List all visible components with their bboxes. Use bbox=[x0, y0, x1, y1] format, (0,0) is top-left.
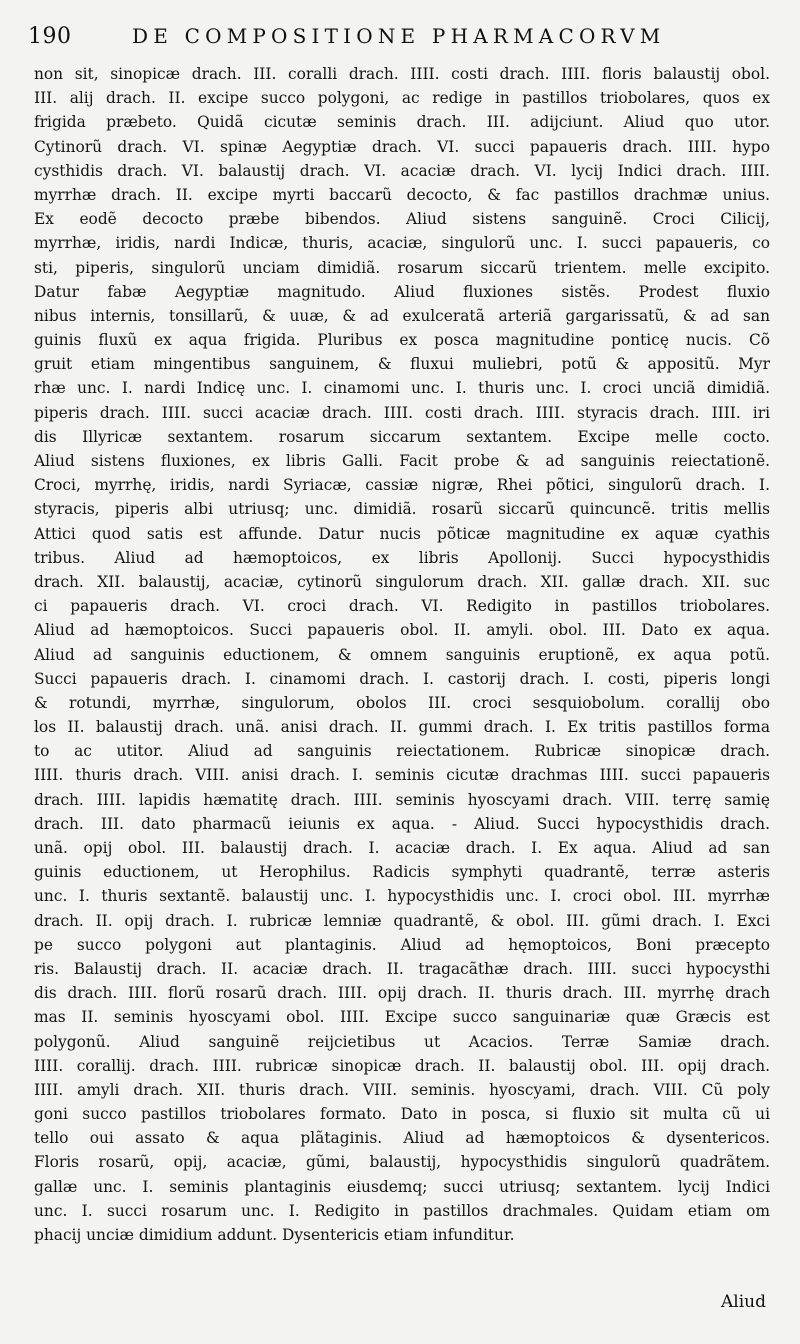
text-line: rhæ unc. I. nardi Indicę unc. I. cinamomi unc. I. thuris unc. I. croci unciã dimidiã. bbox=[34, 379, 770, 398]
text-line: tello oui assato & aqua plãtaginis. Aliud ad hæmoptoicos & dysentericos. bbox=[34, 1129, 770, 1148]
running-title: DE COMPOSITIONE PHARMACORVM bbox=[132, 24, 666, 48]
page-header bbox=[28, 20, 768, 56]
text-line: tribus. Aliud ad hæmoptoicos, ex libris Apollonij. Succi hypocysthidis bbox=[34, 548, 770, 567]
text-line: ci papaueris drach. VI. croci drach. VI. Redigito in pastillos triobolares. bbox=[34, 597, 770, 616]
text-line: III. alij drach. II. excipe succo polygoni, ac redige in pastillos triobolares, quos ex bbox=[34, 89, 770, 108]
text-line: Aliud sistens fluxiones, ex libris Galli. Facit probe & ad sanguinis reiectationẽ. bbox=[34, 452, 770, 470]
text-line: Cytinorũ drach. VI. spinæ Aegyptiæ drach. VI. succi papaueris drach. IIII. hypo bbox=[34, 137, 770, 156]
text-line: gallæ unc. I. seminis plantaginis eiusdemq; succi utriusq; sextantem. lycij Indici bbox=[34, 1177, 770, 1196]
text-line: & rotundi, myrrhæ, singulorum, obolos III. croci sesquiobolum. corallij obo bbox=[34, 693, 770, 712]
text-line: pe succo polygoni aut plantaginis. Aliud ad hęmoptoicos, Boni præcepto bbox=[34, 935, 770, 954]
text-line: Aliud ad sanguinis eductionem, & omnem sanguinis eruptionẽ, ex aqua potũ. bbox=[34, 645, 770, 664]
text-line: Croci, myrrhę, iridis, nardi Syriacæ, cassiæ nigræ, Rhei põtici, singulorũ drach. I. bbox=[34, 476, 770, 495]
text-line: dis drach. IIII. florũ rosarũ drach. IIII. opij drach. II. thuris drach. III. myrrhę drach bbox=[34, 984, 770, 1003]
text-line: IIII. thuris drach. VIII. anisi drach. I. seminis cicutæ drachmas IIII. succi papaueris bbox=[34, 766, 770, 785]
text-line: myrrhæ, iridis, nardi Indicæ, thuris, acaciæ, singulorũ unc. I. succi papaueris, co bbox=[34, 234, 770, 253]
text-line: guinis eductionem, ut Herophilus. Radicis symphyti quadrantẽ, terræ asteris bbox=[34, 863, 770, 882]
text-line: myrrhæ drach. II. excipe myrti baccarũ decocto, & fac pastillos drachmæ unius. bbox=[34, 185, 770, 204]
text-line: IIII. amyli drach. XII. thuris drach. VIII. seminis. hyoscyami, drach. VIII. Cũ poly bbox=[34, 1080, 770, 1099]
body-text bbox=[34, 62, 770, 1247]
text-line: piperis drach. IIII. succi acaciæ drach. IIII. costi drach. IIII. styracis drach. IIII. iri bbox=[34, 403, 770, 422]
text-line: gruit etiam mingentibus sanguinem, & fluxui muliebri, potũ & appositũ. Myr bbox=[34, 355, 770, 374]
text-line: Floris rosarũ, opij, acaciæ, gũmi, balaustij, hypocysthidis singulorũ quadrãtem. bbox=[34, 1153, 770, 1172]
page-number: 190 bbox=[28, 24, 72, 49]
catchword: Aliud bbox=[721, 1292, 766, 1312]
text-line: Attici quod satis est affunde. Datur nucis põticæ magnitudine ex aquæ cyathis bbox=[34, 524, 770, 543]
text-line: Aliud ad hæmoptoicos. Succi papaueris obol. II. amyli. obol. III. Dato ex aqua. bbox=[34, 621, 770, 640]
text-line: unc. I. succi rosarum unc. I. Redigito in pastillos drachmales. Quidam etiam om bbox=[34, 1201, 770, 1220]
text-line: drach. XII. balaustij, acaciæ, cytinorũ singulorum drach. XII. gallæ drach. XII. suc bbox=[34, 572, 770, 591]
text-line: drach. II. opij drach. I. rubricæ lemniæ quadrantẽ, & obol. III. gũmi drach. I. Exci bbox=[34, 911, 770, 930]
text-line: ris. Balaustij drach. II. acaciæ drach. II. tragacãthæ drach. IIII. succi hypocysthi bbox=[34, 959, 770, 978]
text-line: guinis fluxũ ex aqua frigida. Pluribus ex posca magnitudine ponticę nucis. Cõ bbox=[34, 331, 770, 350]
text-line: non sit, sinopicæ drach. III. coralli drach. IIII. costi drach. IIII. floris balaustij obol. bbox=[34, 65, 770, 83]
text-line: drach. III. dato pharmacũ ieiunis ex aqua. - Aliud. Succi hypocysthidis drach. bbox=[34, 814, 770, 833]
text-line: unc. I. thuris sextantẽ. balaustij unc. I. hypocysthidis unc. I. croci obol. III. myrrhæ bbox=[34, 887, 770, 906]
text-line: cysthidis drach. VI. balaustij drach. VI. acaciæ drach. VI. lycij Indici drach. IIII. bbox=[34, 161, 770, 180]
text-line: dis Illyricæ sextantem. rosarum siccarum sextantem. Excipe melle cocto. bbox=[34, 427, 770, 446]
text-line: polygonũ. Aliud sanguinẽ reijcietibus ut Acacios. Terræ Samiæ drach. bbox=[34, 1032, 770, 1051]
text-line: styracis, piperis albi utriusq; unc. dimidiã. rosarũ siccarũ quincuncẽ. tritis mellis bbox=[34, 500, 770, 519]
text-line: drach. IIII. lapidis hæmatitę drach. IIII. seminis hyoscyami drach. VIII. terrę samię bbox=[34, 790, 770, 809]
text-line: goni succo pastillos triobolares formato. Dato in posca, si fluxio sit multa cũ ui bbox=[34, 1105, 770, 1124]
text-line: Datur fabæ Aegyptiæ magnitudo. Aliud fluxiones sistẽs. Prodest fluxio bbox=[34, 282, 770, 301]
text-line: los II. balaustij drach. unã. anisi drach. II. gummi drach. I. Ex tritis pastillos forma bbox=[34, 718, 770, 737]
text-line: frigida præbeto. Quidã cicutæ seminis drach. III. adijciunt. Aliud quo utor. bbox=[34, 113, 770, 132]
text-line: nibus internis, tonsillarũ, & uuæ, & ad exulceratã arteriã gargarissatũ, & ad san bbox=[34, 306, 770, 325]
text-line: to ac utitor. Aliud ad sanguinis reiectationem. Rubricæ sinopicæ drach. bbox=[34, 742, 770, 761]
text-line: Succi papaueris drach. I. cinamomi drach. I. castorij drach. I. costi, piperis longi bbox=[34, 669, 770, 688]
text-line: IIII. corallij. drach. IIII. rubricæ sinopicæ drach. II. balaustij obol. III. opij drach. bbox=[34, 1056, 770, 1075]
text-line: mas II. seminis hyoscyami obol. IIII. Excipe succo sanguinariæ quæ Græcis est bbox=[34, 1008, 770, 1027]
text-line: unã. opij obol. III. balaustij drach. I. acaciæ drach. I. Ex aqua. Aliud ad san bbox=[34, 839, 770, 857]
text-line: phacij unciæ dimidium addunt. Dysentericis etiam infunditur. bbox=[34, 1226, 515, 1244]
text-line: sti, piperis, singulorũ unciam dimidiã. rosarum siccarũ trientem. melle excipito. bbox=[34, 258, 770, 277]
text-line: Ex eodẽ decocto præbe bibendos. Aliud sistens sanguinẽ. Croci Cilicij, bbox=[34, 210, 770, 229]
